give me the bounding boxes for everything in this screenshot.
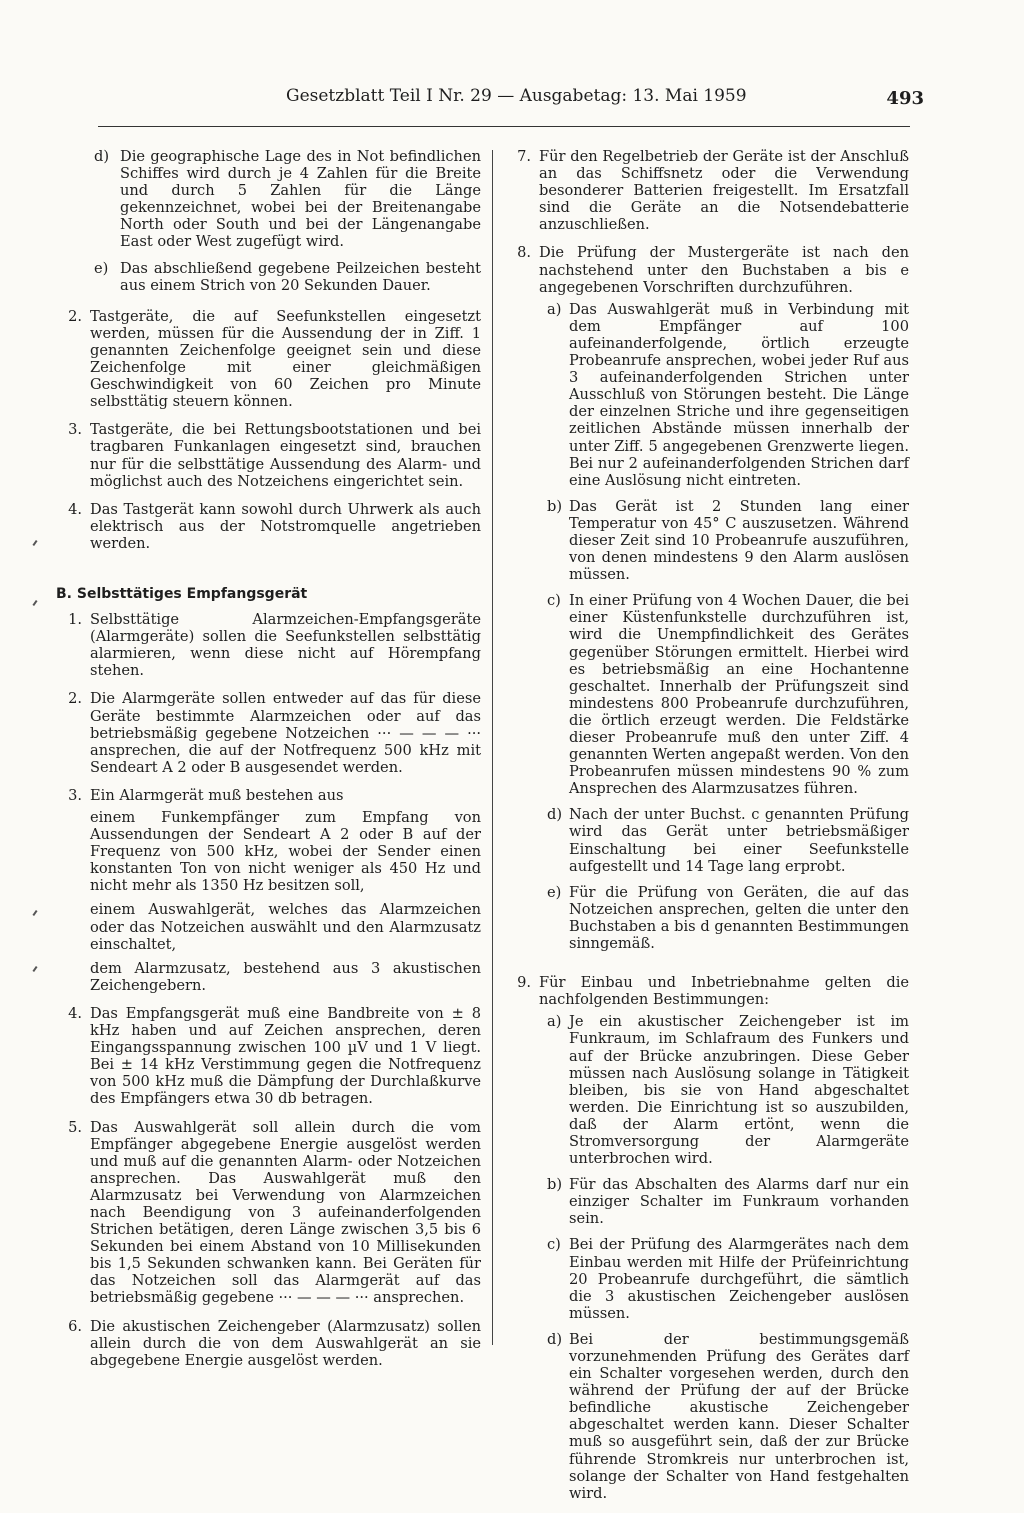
item-text: Selbsttätige Alarmzeichen-Empfangsgeräte (Alarmgeräte) sollen die Seefunkstellen selbsttätig alarmieren, wenn diese nicht auf Hörempfang stehen. (90, 611, 481, 680)
item-text: Tastgeräte, die auf Seefunkstellen eingesetzt werden, müssen für die Aussendung der in Ziff. 1 genannten Zeichenfolge geeignet sein und diese Zeichenfolge mit einer gleichmäßigen Geschwindigkeit von 60 Zeichen pro Minute selbsttätig steuern können. (90, 307, 481, 411)
item-text: Tastgeräte, die bei Rettungsbootstationen und bei tragbaren Funkanlagen eingesetzt sind, brauchen nur für die selbsttätige Aussendung des Alarm- und möglichst auch des Notzeichens eingerichtet sein. (90, 421, 481, 490)
item-text: Die geographische Lage des in Not befindlichen Schiffes wird durch je 4 Zahlen für die Breite und durch 5 Zahlen für die Länge gekennzeichnet, wobei bei der Breitenangabe North oder South und bei der Längenangabe East oder West zugefügt wird. (120, 148, 481, 251)
sub-item (539, 1176, 909, 1227)
item-number: 2. (68, 307, 82, 325)
sub-label: b) (547, 497, 563, 515)
column-divider (492, 150, 493, 1345)
sub-item (539, 592, 909, 797)
item-number: 3. (68, 786, 82, 804)
page-number: 493 (886, 88, 924, 109)
sub-label: a) (547, 300, 562, 318)
item-text: Das Empfangsgerät muß eine Bandbreite von ± 8 kHz haben und auf Zeichen ansprechen, deren Eingangsspannung zwischen 100 µV und 1 V liegt. Bei ± 14 kHz Verstimmung gegen die Notfrequenz von 500 kHz muß die Dämpfung der Durchlaßkurve des Empfängers etwa 30 db betragen. (90, 1004, 481, 1108)
sub-text: Bei der bestimmungsgemäß vorzunehmenden Prüfung des Gerätes darf ein Schalter vorgesehen werden, durch den während der Prüfung der auf der Brücke befindliche akustische Zeichengeber abgeschaltet werden kann. Dieser Schalter muß so ausgeführt sein, daß der zur Brücke führende Stromkreis nur unterbrochen ist, solange der Schalter von Hand festgehalten wird. (569, 1330, 909, 1502)
sub-text: Für die Prüfung von Geräten, die auf das Notzeichen ansprechen, gelten die unter den Buchstaben a bis d genannten Bestimmungen sinngemäß. (569, 883, 909, 953)
item-number: 5. (68, 1118, 82, 1136)
list-item (56, 1318, 481, 1369)
margin-mark (32, 966, 37, 972)
item-intro: Ein Alarmgerät muß bestehen aus (90, 786, 344, 804)
item-intro: Für Einbau und Inbetriebnahme gelten die nachfolgenden Bestimmungen: (539, 974, 909, 1009)
item-text: Die Alarmgeräte sollen entweder auf das für diese Geräte bestimmte Alarmzeichen oder auf das betriebsmäßig gegebene Notzeichen ··· — — — ··· ansprechen, die auf der Notfrequenz 500 kHz mit Sendeart A 2 oder B ausgesendet werden. (90, 690, 481, 776)
list-item (56, 787, 481, 994)
item-number: 4. (68, 500, 82, 518)
item-part: einem Auswahlgerät, welches das Alarmzeichen oder das Notzeichen auswählt und den Alarmzusatz einschaltet, (90, 901, 481, 953)
page-header (98, 86, 924, 127)
left-column (56, 148, 481, 1380)
section-heading: B. Selbsttätiges Empfangsgerät (56, 585, 308, 602)
item-text: Für den Regelbetrieb der Geräte ist der Anschluß an das Schiffsnetz oder die Verwendung besonderer Batterien freigestellt. Im Ersatzfall sind die Geräte an die Notsendebatterie anzuschließen. (539, 148, 909, 234)
list-item (505, 244, 909, 952)
sub-text: In einer Prüfung von 4 Wochen Dauer, die bei einer Küstenfunkstelle durchzuführen ist, wird die Unempfindlichkeit des Gerätes gegenüber Störungen ermittelt. Hierbei wird es betriebsmäßig an eine Hochantenne geschaltet. Innerhalb der Prüfungszeit sind mindestens 800 Probeanrufe durchzuführen, die örtlich erzeugt werden. Die Feldstärke dieser Probeanrufe muß den unter Ziff. 4 genannten Werten angepaßt werden. Von den Probeanrufen müssen mindestens 90 % zum Ansprechen des Alarmzusatzes führen. (569, 592, 909, 798)
item-number: 7. (517, 148, 531, 165)
sub-label: a) (547, 1013, 562, 1031)
item-number: 1. (68, 611, 82, 629)
item-number: 4. (68, 1004, 82, 1022)
sub-label: d) (547, 806, 563, 824)
sub-label: b) (547, 1176, 563, 1194)
sub-label: e) (547, 883, 562, 901)
list-item (56, 148, 481, 251)
margin-mark (32, 910, 37, 916)
item-text: Das abschließend gegebene Peilzeichen besteht aus einem Strich von 20 Sekunden Dauer. (120, 259, 481, 294)
list-item (56, 1005, 481, 1108)
sub-label: c) (547, 1236, 561, 1254)
sub-text: Bei der Prüfung des Alarmgerätes nach dem Einbau werden mit Hilfe der Prüfeinrichtung 20 Probeanrufe durchgeführt, die sämtlich die 3 akustischen Zeichengeber auslösen müssen. (569, 1236, 909, 1322)
sub-item (539, 301, 909, 489)
sub-label: d) (547, 1330, 563, 1348)
item-number: 6. (68, 1317, 82, 1335)
item-number: 8. (517, 244, 531, 262)
sub-item (539, 498, 909, 583)
sub-item (539, 1013, 909, 1167)
item-intro: Die Prüfung der Mustergeräte ist nach den nachstehend unter den Buchstaben a bis e angegebenen Vorschriften durchzuführen. (539, 244, 909, 296)
item-number: 3. (68, 421, 82, 439)
margin-mark (32, 600, 37, 606)
list-item (56, 260, 481, 294)
sub-text: Für das Abschalten des Alarms darf nur ein einziger Schalter im Funkraum vorhanden sein. (569, 1176, 909, 1228)
sub-text: Das Auswahlgerät muß in Verbindung mit dem Empfänger auf 100 aufeinanderfolgende, örtlich erzeugte Probeanrufe ansprechen, wobei jeder Ruf aus 3 aufeinanderfolgenden Strichen unter Ausschluß von Störungen besteht. Die Länge der einzelnen Striche und ihre gegenseitigen zeitlichen Abstände müssen innerhalb der unter Ziff. 5 angegebenen Grenzwerte liegen. Bei nur 2 aufeinanderfolgenden Strichen darf eine Auslösung nicht eintreten. (569, 300, 909, 489)
list-item (56, 1119, 481, 1307)
item-part: dem Alarmzusatz, bestehend aus 3 akustischen Zeichengebern. (90, 959, 481, 994)
item-number: 2. (68, 690, 82, 708)
sub-label: c) (547, 592, 561, 610)
gazette-title: Gesetzblatt Teil I Nr. 29 — Ausgabetag: 13. Mai 1959 (286, 86, 747, 106)
item-text: Die akustischen Zeichengeber (Alarmzusatz) sollen allein durch die von dem Auswahlgerät an sie abgegebene Energie ausgelöst werden. (90, 1317, 481, 1369)
sub-text: Nach der unter Buchst. c genannten Prüfung wird das Gerät unter betriebsmäßiger Einschaltung bei einer Seefunkstelle aufgestellt und 14 Tage lang erprobt. (569, 806, 909, 875)
item-number: 9. (517, 974, 531, 992)
item-text: Das Auswahlgerät soll allein durch die vom Empfänger abgegebene Energie ausgelöst werden und muß auf die genannten Alarm- oder Notzeichen ansprechen. Das Auswahlgerät muß den Alarmzusatz bei Verwendung von Alarmzeichen nach Beendigung von 3 aufeinanderfolgenden Strichen betätigen, deren Länge zwischen 3,5 bis 6 Sekunden bei einem Abstand von 10 Millisekunden bis 1,5 Sekunden schwanken kann. Bei Geräten für das Notzeichen soll das Alarmgerät auf das betriebsmäßig gegebene ··· — — — ··· ansprechen. (90, 1118, 481, 1307)
list-item (505, 148, 909, 233)
list-item (56, 421, 481, 489)
sub-item (539, 1236, 909, 1321)
sub-text: Das Gerät ist 2 Stunden lang einer Temperatur von 45° C auszusetzen. Während dieser Zeit sind 10 Probeanrufe auszuführen, von denen mindestens 9 den Alarm auslösen müssen. (569, 497, 909, 584)
sub-text: Je ein akustischer Zeichengeber ist im Funkraum, im Schlafraum des Funkers und auf der Brücke anzubringen. Diese Geber müssen nach Auslösung solange in Tätigkeit bleiben, bis sie von Hand abgeschaltet werden. Die Einrichtung ist so auszubilden, daß der Alarm ertönt, wenn die Stromversorgung der Alarmgeräte unterbrochen wird. (569, 1013, 909, 1168)
sub-item (539, 1331, 909, 1502)
list-item (56, 308, 481, 411)
item-label: d) (94, 148, 110, 165)
item-label: e) (94, 259, 109, 277)
list-item (56, 501, 481, 552)
margin-mark (32, 540, 37, 546)
sub-item (539, 806, 909, 874)
list-item (56, 611, 481, 679)
list-item (56, 690, 481, 775)
item-part: einem Funkempfänger zum Empfang von Aussendungen der Sendeart A 2 oder B auf der Frequenz von 500 kHz, wobei der Sender einen konstanten Ton von nicht weniger als 450 Hz und nicht mehr als 1350 Hz besitzen soll, (90, 809, 481, 895)
item-text: Das Tastgerät kann sowohl durch Uhrwerk als auch elektrisch aus der Notstromquelle angetrieben werden. (90, 500, 481, 552)
sub-item (539, 884, 909, 952)
list-item (505, 974, 909, 1502)
right-column (505, 148, 909, 1513)
